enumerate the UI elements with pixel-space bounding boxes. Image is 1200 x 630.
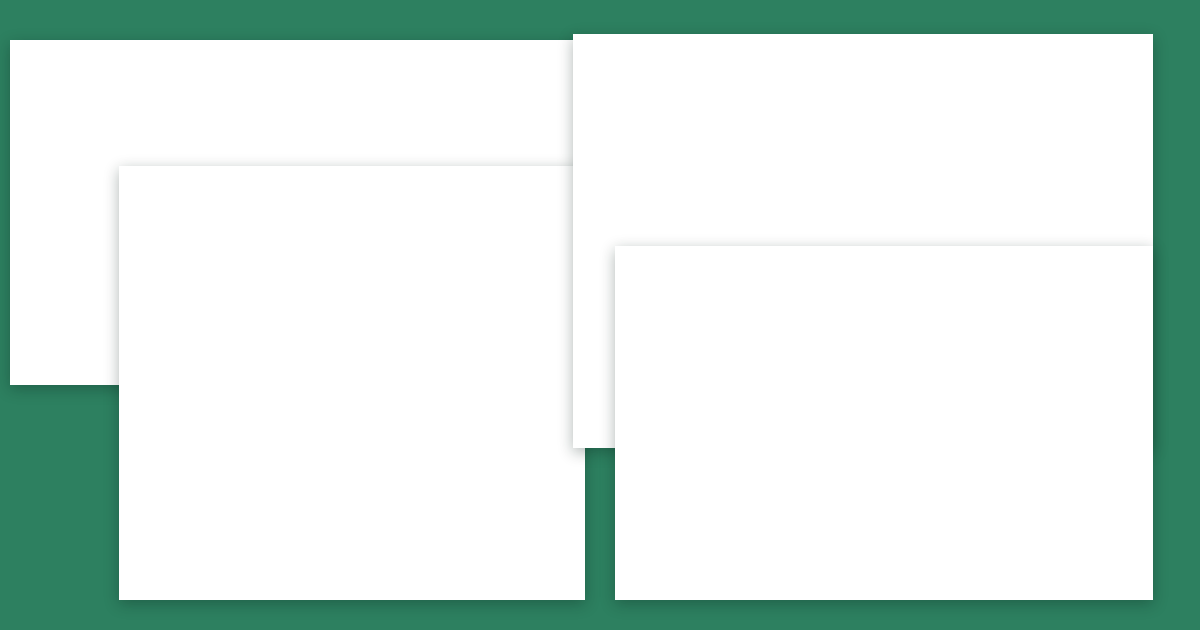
panel-growth: [119, 166, 585, 600]
panel-result: [615, 246, 1153, 600]
impulse-response-chart: [615, 246, 1153, 600]
growth-line-chart: [119, 166, 585, 600]
